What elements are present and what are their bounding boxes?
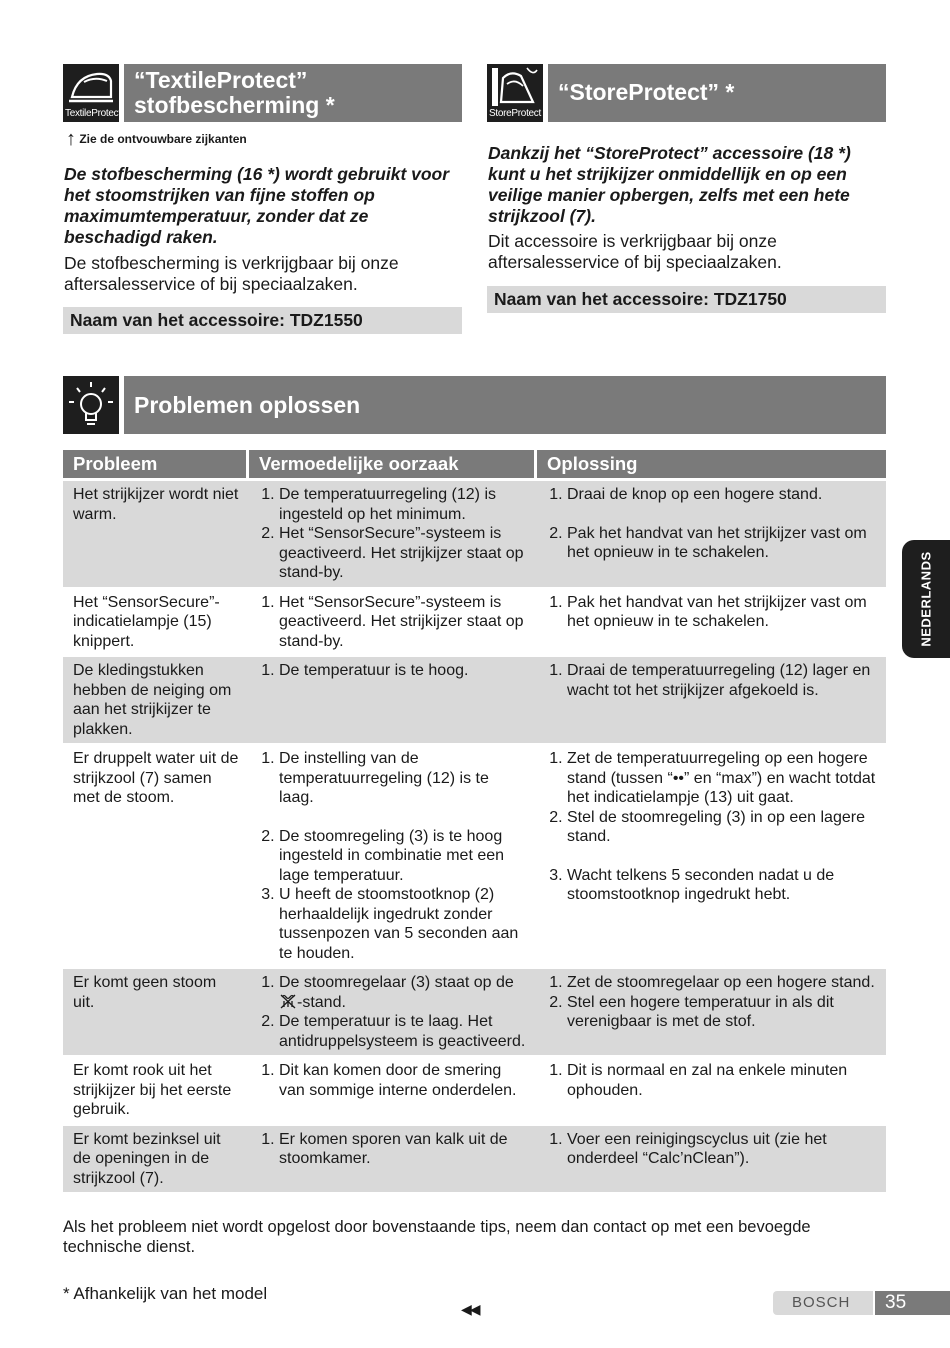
storeprotect-icon-caption: StoreProtect xyxy=(489,108,541,119)
solution-cell xyxy=(537,657,886,745)
problems-title: Problemen oplossen xyxy=(134,392,361,418)
table-row xyxy=(63,657,886,745)
column-header-problem: Probleem xyxy=(63,450,249,481)
solution-item: 1. Draai de temperatuurregeling (12) lager en wacht tot het strijkijzer afgekoeld is. xyxy=(567,661,876,700)
solution-cell xyxy=(537,1126,886,1195)
brand-label: BOSCH xyxy=(792,1294,851,1311)
cause-cell xyxy=(249,481,537,589)
table-row xyxy=(63,589,886,658)
storeprotect-title: “StoreProtect” * xyxy=(558,79,735,105)
solution-cell xyxy=(537,1057,886,1126)
storeprotect-icon xyxy=(487,64,543,122)
language-label: NEDERLANDS xyxy=(918,551,934,647)
cause-item xyxy=(279,973,527,1012)
solution-item: 2. Stel een hogere temperatuur in als dit verenigbaar is met de stof. xyxy=(567,993,876,1032)
problem-cell: Er druppelt water uit de strijkzool (7) samen met de stoom. xyxy=(63,745,249,969)
column-header-solution: Oplossing xyxy=(537,450,886,481)
textileprotect-title-line1: “TextileProtect” xyxy=(134,67,308,93)
solution-cell xyxy=(537,969,886,1057)
textileprotect-accessory: Naam van het accessoire: TDZ1550 xyxy=(63,307,462,334)
solution-item: 3. Wacht telkens 5 seconden nadat u de stoomstootknop ingedrukt hebt. xyxy=(567,866,876,905)
solution-cell xyxy=(537,745,886,969)
column-header-cause: Vermoedelijke oorzaak xyxy=(249,450,537,481)
cause-cell xyxy=(249,589,537,658)
cause-item: 2. Het “SensorSecure”-systeem is geactiveerd. Het strijkijzer staat op stand-by. xyxy=(279,524,527,583)
cause-item: 1. Er komen sporen van kalk uit de stoomkamer. xyxy=(279,1130,527,1169)
cause-cell xyxy=(249,1057,537,1126)
solution-cell xyxy=(537,589,886,658)
lightbulb-icon xyxy=(63,376,119,434)
cause-item: 2. De temperatuur is te laag. Het antidruppelsysteem is geactiveerd. xyxy=(279,1012,527,1051)
storeprotect-header xyxy=(548,64,886,122)
solution-item: 1. Zet de stoomregelaar op een hogere stand. xyxy=(567,973,876,993)
textileprotect-icon xyxy=(63,64,119,122)
solution-cell xyxy=(537,481,886,589)
problem-cell: Er komt geen stoom uit. xyxy=(63,969,249,1057)
solution-item: 1. Pak het handvat van het strijkijzer vast om het opnieuw in te schakelen. xyxy=(567,593,876,632)
textileprotect-icon-caption: TextileProtect xyxy=(65,108,121,119)
language-side-tab xyxy=(902,540,950,658)
cause-item: 2. De stoomregeling (3) is te hoog ingesteld in combinatie met een lage temperatuur. xyxy=(279,827,527,886)
problems-header xyxy=(124,376,886,434)
brand-badge xyxy=(773,1291,873,1315)
problem-cell: Er komt bezinksel uit de openingen in de strijkzool (7). xyxy=(63,1126,249,1195)
textileprotect-title-line2: stofbescherming * xyxy=(134,92,335,118)
textileprotect-body: De stofbescherming is verkrijgbaar bij onze aftersalesservice of bij speciaalzaken. xyxy=(64,253,399,294)
problem-cell: Het strijkijzer wordt niet warm. xyxy=(63,481,249,589)
foldout-note-text: Zie de ontvouwbare zijkanten xyxy=(79,132,247,146)
table-row xyxy=(63,1126,886,1195)
cause-item: 1. De temperatuurregeling (12) is ingesteld op het minimum. xyxy=(279,485,527,524)
storeprotect-lead: Dankzij het “StoreProtect” accessoire (18 *) kunt u het strijkijzer onmiddellijk en op een veilige manier opbergen, zelfs met een hete strijkzool (7). xyxy=(488,143,851,226)
cause-text-post: -stand. xyxy=(297,993,346,1011)
cause-text-pre: De stoomregelaar (3) staat op de xyxy=(279,974,514,991)
solution-item: 1. Dit is normaal en zal na enkele minuten ophouden. xyxy=(567,1061,876,1100)
page-number-badge xyxy=(875,1291,950,1315)
textileprotect-header xyxy=(124,64,462,122)
cause-cell xyxy=(249,969,537,1057)
arrow-up-icon: ↑ xyxy=(66,128,76,150)
cause-item: 1. De temperatuur is te hoog. xyxy=(279,661,527,681)
solution-item: 1. Zet de temperatuurregeling op een hogere stand (tussen “••” en “max”) en wacht totdat het indicatielampje (13) uit gaat. xyxy=(567,749,876,808)
problem-cell: De kledingstukken hebben de neiging om aan het strijkijzer te plakken. xyxy=(63,657,249,745)
storeprotect-body: Dit accessoire is verkrijgbaar bij onze aftersalesservice of bij speciaalzaken. xyxy=(488,231,782,272)
table-row xyxy=(63,1057,886,1126)
table-row xyxy=(63,481,886,589)
textileprotect-lead: De stofbescherming (16 *) wordt gebruikt voor het stoomstrijken van fijne stoffen op maximumtemperatuur, zonder dat ze beschadigd raken. xyxy=(64,164,450,247)
solution-item: 2. Pak het handvat van het strijkijzer vast om het opnieuw in te schakelen. xyxy=(567,524,876,563)
storeprotect-accessory: Naam van het accessoire: TDZ1750 xyxy=(487,286,886,313)
troubleshooting-table xyxy=(63,450,886,1194)
solution-item: 2. Stel de stoomregeling (3) in op een lagere stand. xyxy=(567,808,876,847)
table-row xyxy=(63,969,886,1057)
page-nav-arrows[interactable]: ◀◀ xyxy=(461,1301,479,1317)
cause-item: 3. U heeft de stoomstootknop (2) herhaaldelijk ingedrukt zonder tussenpozen van 5 seconden aan te houden. xyxy=(279,885,527,963)
cause-cell xyxy=(249,745,537,969)
problem-cell: Het “SensorSecure”-indicatielampje (15) knippert. xyxy=(63,589,249,658)
solution-item: 1. Voer een reinigingscyclus uit (zie het onderdeel “Calc’nClean”). xyxy=(567,1130,876,1169)
cause-item: 1. Het “SensorSecure”-systeem is geactiveerd. Het strijkijzer staat op stand-by. xyxy=(279,593,527,652)
problems-footer-note: Als het probleem niet wordt opgelost door bovenstaande tips, neem dan contact op met een bevoegde technische dienst. xyxy=(63,1218,811,1256)
no-steam-icon xyxy=(279,993,297,1009)
cause-item: 1. De instelling van de temperatuurregeling (12) is te laag. xyxy=(279,749,527,808)
cause-item: 1. Dit kan komen door de smering van sommige interne onderdelen. xyxy=(279,1061,527,1100)
page-number: 35 xyxy=(885,1292,907,1313)
problem-cell: Er komt rook uit het strijkijzer bij het eerste gebruik. xyxy=(63,1057,249,1126)
foldout-note xyxy=(66,128,247,151)
solution-item: 1. Draai de knop op een hogere stand. xyxy=(567,485,876,505)
model-footnote: * Afhankelijk van het model xyxy=(63,1284,268,1303)
table-row xyxy=(63,745,886,969)
cause-cell xyxy=(249,1126,537,1195)
cause-cell xyxy=(249,657,537,745)
table-header-row xyxy=(63,450,886,481)
